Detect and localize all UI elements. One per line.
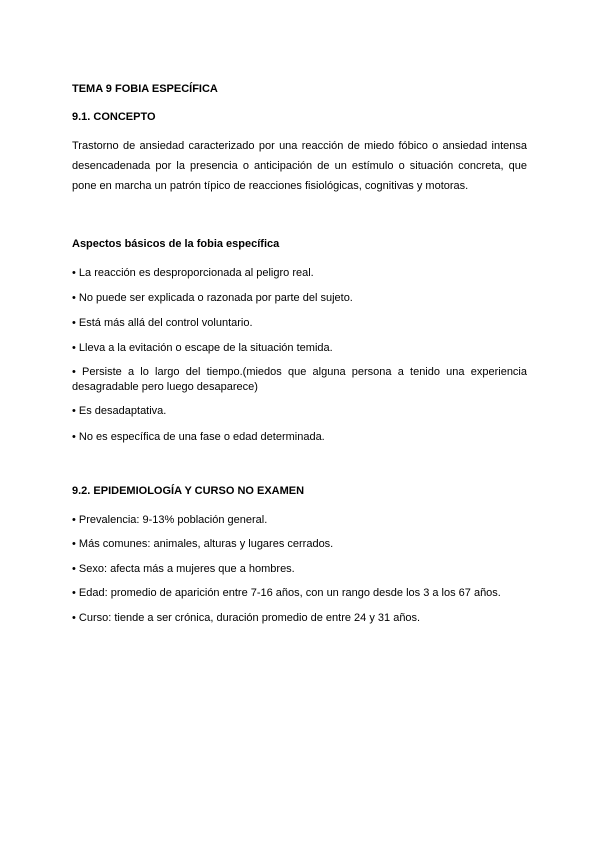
list-item: • Más comunes: animales, alturas y lugares cerrados.: [72, 538, 334, 550]
list-item: • La reacción es desproporcionada al peligro real.: [72, 267, 314, 279]
concepto-paragraph: Trastorno de ansiedad caracterizado por una reacción de miedo fóbico o ansiedad intensa desencadenada por la presencia o anticipación de un estímulo o situación concreta, que pone en marcha un patrón típico de reacciones fisiológicas, cognitivas y motoras.: [72, 140, 527, 192]
list-item: • Prevalencia: 9-13% población general.: [72, 514, 268, 526]
list-item: • Persiste a lo largo del tiempo.(miedos que alguna persona a tenido una experiencia desagradable pero luego desaparece): [72, 366, 527, 393]
list-item: • Edad: promedio de aparición entre 7-16 años, con un rango desde los 3 a los 67 años.: [72, 587, 501, 599]
document-title: TEMA 9 FOBIA ESPECÍFICA: [72, 83, 218, 95]
list-item: • Lleva a la evitación o escape de la situación temida.: [72, 342, 333, 354]
list-item: • Curso: tiende a ser crónica, duración promedio de entre 24 y 31 años.: [72, 612, 421, 624]
section-heading-epidemiologia: 9.2. EPIDEMIOLOGÍA Y CURSO NO EXAMEN: [72, 485, 305, 497]
section-heading-concepto: 9.1. CONCEPTO: [72, 111, 156, 123]
list-item: • Está más allá del control voluntario.: [72, 317, 253, 329]
aspects-heading: Aspectos básicos de la fobia específica: [72, 238, 280, 250]
list-item: • Es desadaptativa.: [72, 405, 167, 417]
list-item: • No puede ser explicada o razonada por parte del sujeto.: [72, 292, 353, 304]
list-item: • No es específica de una fase o edad determinada.: [72, 431, 325, 443]
list-item: • Sexo: afecta más a mujeres que a hombres.: [72, 563, 295, 575]
